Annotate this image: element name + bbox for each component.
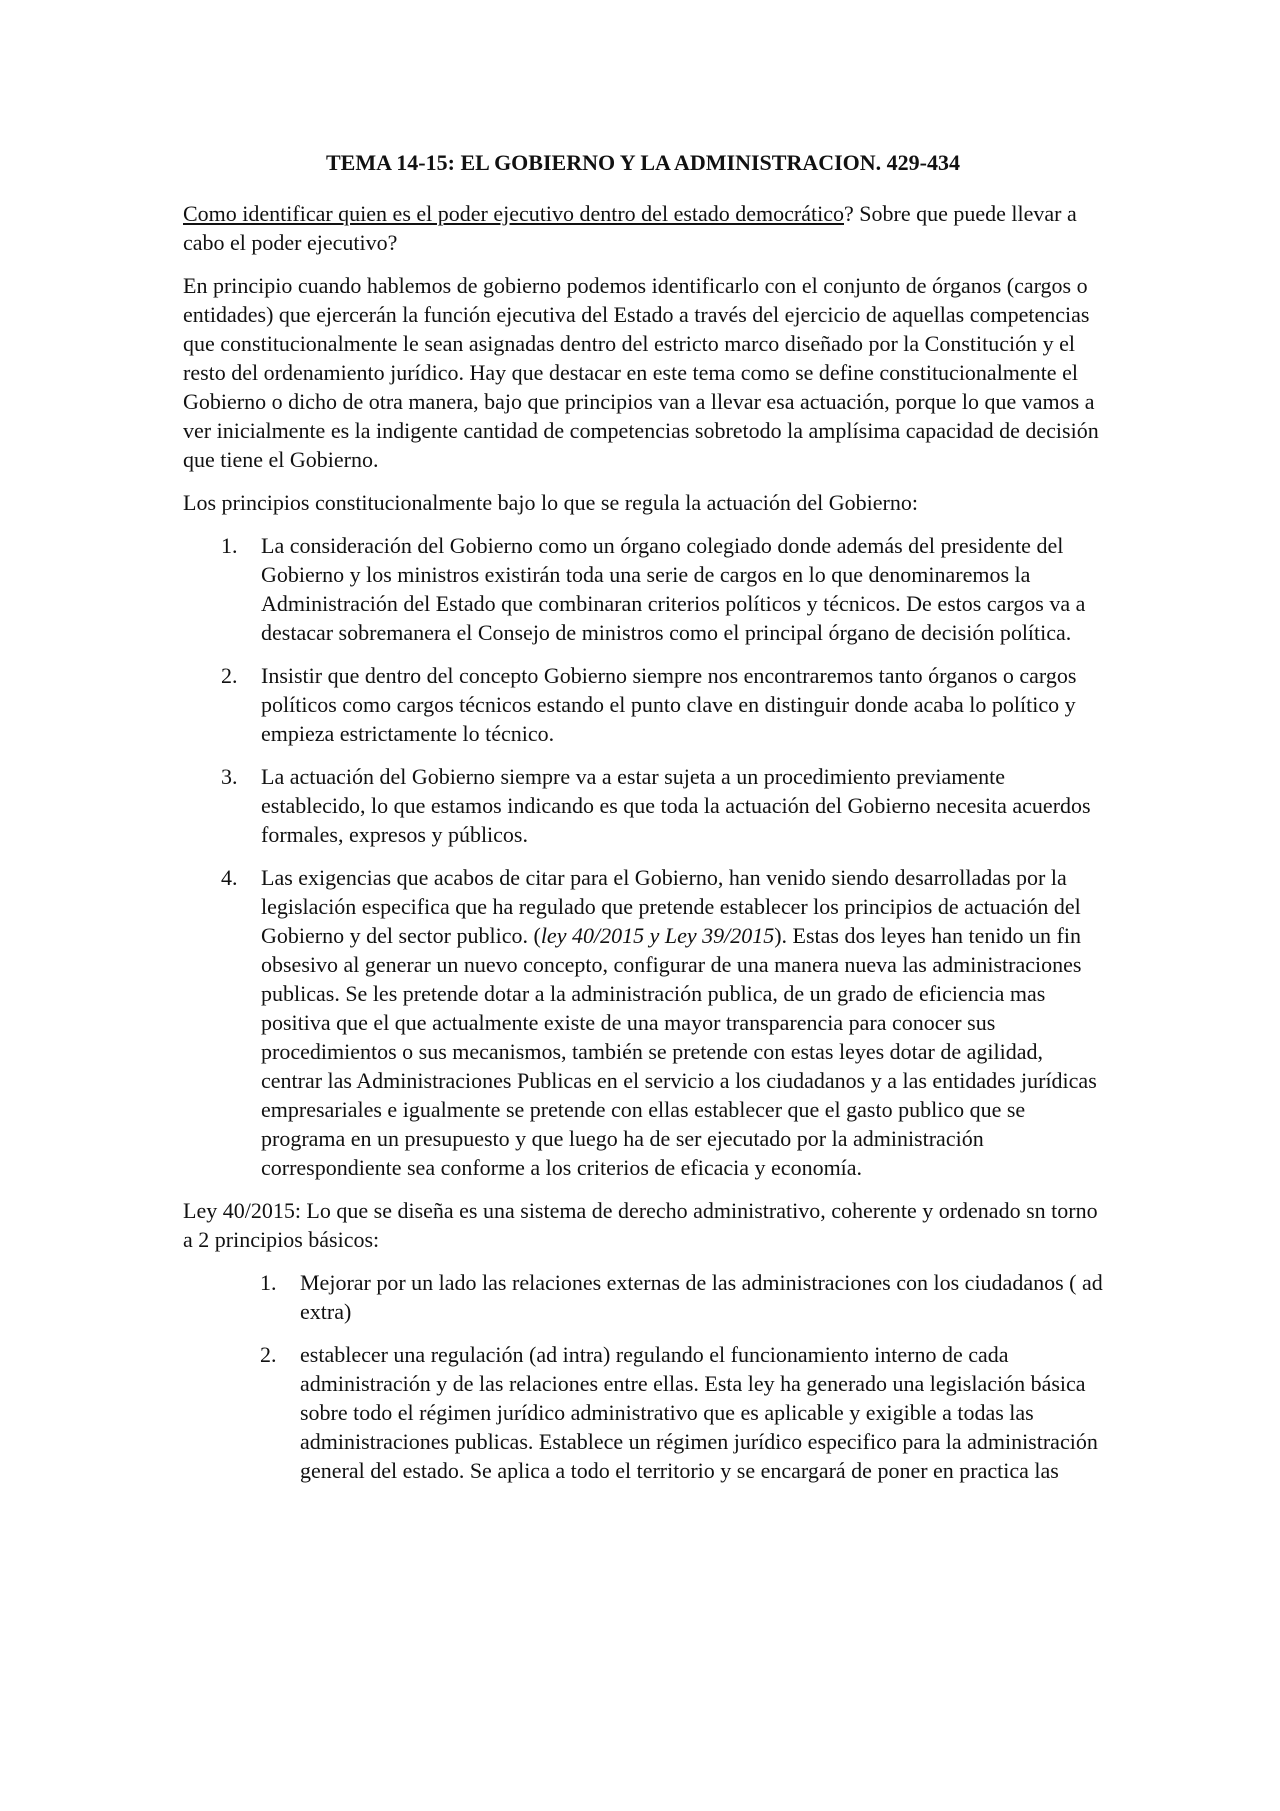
list-text-b: ). Estas dos leyes han tenido un fin obsesivo al generar un nuevo concepto, configurar de una manera nueva las administraciones publicas. Se les pretende dotar a la administración publica, de un grado de eficiencia mas positiva que el que actualmente existe de una mayor transparencia para conocer sus procedimientos o sus mecanismos, también se pretende con estas leyes dotar de agilidad, centrar las Administraciones Publicas en el servicio a los ciudadanos y a las entidades jurídicas empresariales e igualmente se pretende con ellas establecer que el gasto publico que se programa en un presupuesto y que luego ha de ser ejecutado por la administración correspondiente sea conforme a los criterios de eficacia y economía. xyxy=(261,923,1097,1180)
list-number: 1. xyxy=(260,1270,277,1295)
list-number: 4. xyxy=(221,865,238,890)
list-item xyxy=(183,661,1103,748)
question-paragraph xyxy=(183,199,1103,257)
list-number: 3. xyxy=(221,764,238,789)
list-text: establecer una regulación (ad intra) regulando el funcionamiento interno de cada administración y de las relaciones entre ellas. Esta ley ha generado una legislación básica sobre todo el régimen jurídico administrativo que es aplicable y exigible a todas las administraciones publicas. Establece un régimen jurídico especifico para la administración general del estado. Se aplica a todo el territorio y se encargará de poner en practica las xyxy=(300,1342,1098,1483)
question-underlined: Como identificar quien es el poder ejecutivo dentro del estado democrático xyxy=(183,201,844,226)
question-rest: ? Sobre que puede llevar a cabo el poder ejecutivo? xyxy=(183,201,1077,255)
principles-intro: Los principios constitucionalmente bajo lo que se regula la actuación del Gobierno: xyxy=(183,490,918,515)
list-number: 2. xyxy=(221,663,238,688)
document-title: TEMA 14-15: EL GOBIERNO Y LA ADMINISTRACION. 429-434 xyxy=(326,150,960,175)
list-text-a: Las exigencias que acabos de citar para el Gobierno, han venido siendo desarrolladas por la legislación especifica que ha regulado que pretende establecer los principios de actuación del Gobierno y del sector publico. ( xyxy=(261,865,1081,948)
principles-list xyxy=(183,531,1103,1182)
list-text: Mejorar por un lado las relaciones externas de las administraciones con los ciudadanos ( ad extra) xyxy=(300,1270,1103,1324)
list-item xyxy=(183,863,1103,1182)
law-reference: ley 40/2015 y Ley 39/2015 xyxy=(540,923,775,948)
list-text: La actuación del Gobierno siempre va a estar sujeta a un procedimiento previamente establecido, lo que estamos indicando es que toda la actuación del Gobierno necesita acuerdos formales, expresos y públicos. xyxy=(261,764,1091,847)
list-text: Insistir que dentro del concepto Gobierno siempre nos encontraremos tanto órganos o cargos políticos como cargos técnicos estando el punto clave en distinguir donde acaba lo político y empieza estrictamente lo técnico. xyxy=(261,663,1077,746)
ley-points-list xyxy=(183,1268,1103,1485)
list-number: 2. xyxy=(260,1342,277,1367)
document-page xyxy=(183,148,1103,1499)
intro-paragraph: En principio cuando hablemos de gobierno podemos identificarlo con el conjunto de órganos (cargos o entidades) que ejercerán la función ejecutiva del Estado a través del ejercicio de aquellas competencias que constitucionalmente le sean asignadas dentro del estricto marco diseñado por la Constitución y el resto del ordenamiento jurídico. Hay que destacar en este tema como se define constitucionalmente el Gobierno o dicho de otra manera, bajo que principios van a llevar esa actuación, porque lo que vamos a ver inicialmente es la indigente cantidad de competencias sobretodo la amplísima capacidad de decisión que tiene el Gobierno. xyxy=(183,273,1099,472)
list-number: 1. xyxy=(221,533,238,558)
list-item xyxy=(183,1340,1103,1485)
list-text: La consideración del Gobierno como un órgano colegiado donde además del presidente del Gobierno y los ministros existirán toda una serie de cargos en lo que denominaremos la Administración del Estado que combinaran criterios políticos y técnicos. De estos cargos va a destacar sobremanera el Consejo de ministros como el principal órgano de decisión política. xyxy=(261,533,1086,645)
list-item xyxy=(183,762,1103,849)
list-item xyxy=(183,531,1103,647)
ley-intro: Ley 40/2015: Lo que se diseña es una sistema de derecho administrativo, coherente y ordenado sn torno a 2 principios básicos: xyxy=(183,1198,1098,1252)
list-item xyxy=(183,1268,1103,1326)
